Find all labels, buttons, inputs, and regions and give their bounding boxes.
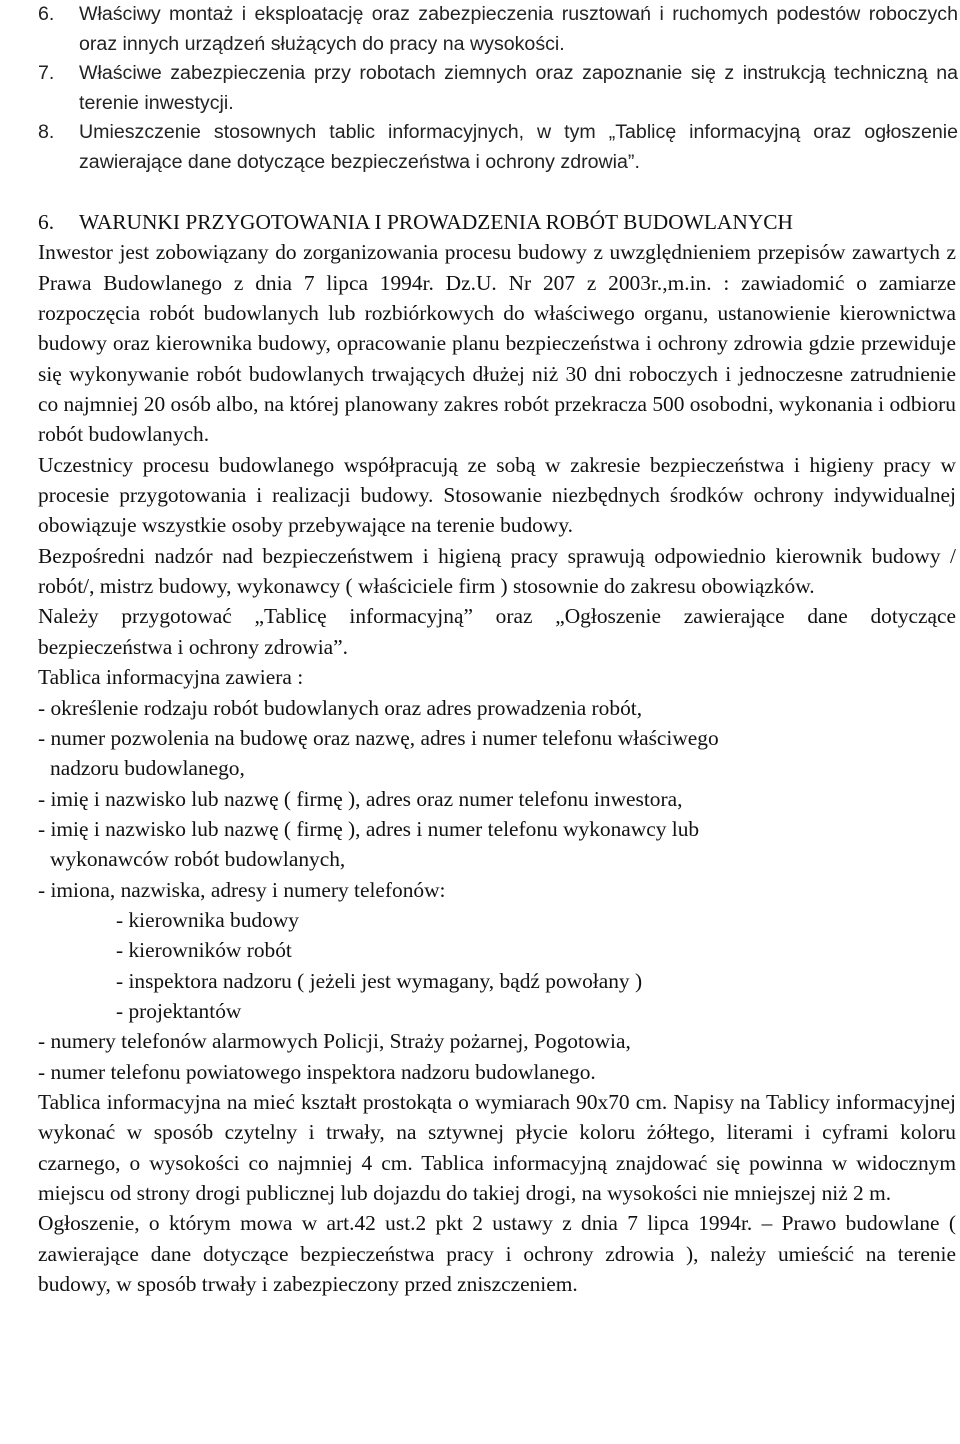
list-item: - imiona, nazwiska, adresy i numery telefonów:: [38, 877, 446, 902]
sub-list-item: - inspektora nadzoru ( jeżeli jest wymagany, bądź powołany ): [116, 968, 643, 993]
list-item: - numery telefonów alarmowych Policji, Straży pożarnej, Pogotowia,: [38, 1029, 631, 1054]
list-item-number: 7.: [38, 62, 55, 84]
sub-list-item: - kierownika budowy: [116, 907, 299, 932]
section-body: [38, 207, 956, 1299]
list-item: [38, 0, 958, 59]
paragraph-prepare-boards: Należy przygotować „Tablicę informacyjną” oraz „Ogłoszenie zawierające dane dotyczące bezpieczeństwa i ochrony zdrowia”.: [38, 604, 956, 659]
list-item-continuation: nadzoru budowlanego,: [50, 756, 245, 781]
list-item: - numer telefonu powiatowego inspektora nadzoru budowlanego.: [38, 1059, 596, 1084]
list-item-number: 8.: [38, 121, 55, 143]
section-number: 6.: [38, 210, 55, 234]
section-title: WARUNKI PRZYGOTOWANIA I PROWADZENIA ROBÓT BUDOWLANYCH: [79, 210, 793, 234]
list-item: - numer pozwolenia na budowę oraz nazwę, adres i numer telefonu właściwego: [38, 725, 719, 750]
list-item: [38, 59, 958, 118]
list-item-text: Właściwy montaż i eksploatację oraz zabezpieczenia rusztowań i ruchomych podestów roboczych oraz innych urządzeń służących do pracy na wysokości.: [79, 3, 958, 55]
list-item-text: Właściwe zabezpieczenia przy robotach ziemnych oraz zapoznanie się z instrukcją techniczną na terenie inwestycji.: [79, 62, 958, 114]
list-item-text: Umieszczenie stosownych tablic informacyjnych, w tym „Tablicę informacyjną oraz ogłoszenie zawierające dane dotyczące bezpieczeństwa i ochrony zdrowia”.: [79, 121, 958, 173]
list-item-continuation: wykonawców robót budowlanych,: [50, 847, 346, 872]
paragraph-board-specs: Tablica informacyjna na mieć kształt prostokąta o wymiarach 90x70 cm. Napisy na Tablicy informacyjnej wykonać w sposób czytelny i trwały, na sztywnej płycie koloru żółtego, literami i cyframi koloru czarnego, o wysokości co najmniej 4 cm. Tablica informacyjną znajdować się powinna w widocznym miejscu od strony drogi publicznej lub dojazdu do takiej drogi, na wysokości nie mniejszej niż 2 m.: [38, 1089, 956, 1205]
sub-list-item: - kierowników robót: [116, 938, 292, 963]
paragraph-supervision: Bezpośredni nadzór nad bezpieczeństwem i higieną pracy sprawują odpowiednio kierownik budowy / robót/, mistrz budowy, wykonawcy ( właściciele firm ) stosownie do zakresu obowiązków.: [38, 543, 956, 599]
list-item: [38, 118, 958, 177]
list-item: - określenie rodzaju robót budowlanych oraz adres prowadzenia robót,: [38, 695, 643, 720]
paragraph-participants: Uczestnicy procesu budowlanego współpracują ze sobą w zakresie bezpieczeństwa i higieny pracy w procesie przygotowania i realizacji budowy. Stosowanie niezbędnych środków ochrony indywidualnej obowiązuje wszystkie osoby przebywające na terenie budowy.: [38, 452, 956, 538]
sub-list-item: - projektantów: [116, 998, 242, 1023]
paragraph-announcement: Ogłoszenie, o którym mowa w art.42 ust.2 pkt 2 ustawy z dnia 7 lipca 1994r. – Prawo budowlane ( zawierające dane dotyczące bezpieczeństwa pracy i ochrony zdrowia ), należy umieścić na terenie budowy, w sposób trwały i zabezpieczony przed zniszczeniem.: [38, 1211, 956, 1297]
section-heading: [38, 207, 956, 237]
list-item-number: 6.: [38, 3, 55, 25]
list-item: - imię i nazwisko lub nazwę ( firmę ), adres i numer telefonu wykonawcy lub: [38, 816, 700, 841]
paragraph-obligations: Inwestor jest zobowiązany do zorganizowania procesu budowy z uwzględnieniem przepisów zawartych z Prawa Budowlanego z dnia 7 lipca 1994r. Dz.U. Nr 207 z 2003r.,m.in. : zawiadomić o zamiarze rozpoczęcia robót budowlanych lub rozbiórkowych do właściwego organu, ustanowienie kierownictwa budowy oraz kierownika budowy, opracowanie planu bezpieczeństwa i ochrony zdrowia gdzie przewiduje się wykonywanie robót budowlanych trwających dłużej niż 30 dni roboczych i jednoczesne zatrudnienie co najmniej 20 osób albo, na której planowany zakres robót przekracza 500 osobodni, wykonania i odbioru robót budowlanych.: [38, 240, 956, 447]
numbered-list: [38, 0, 958, 177]
list-item: - imię i nazwisko lub nazwę ( firmę ), adres oraz numer telefonu inwestora,: [38, 786, 683, 811]
list-intro: Tablica informacyjna zawiera :: [38, 665, 304, 690]
